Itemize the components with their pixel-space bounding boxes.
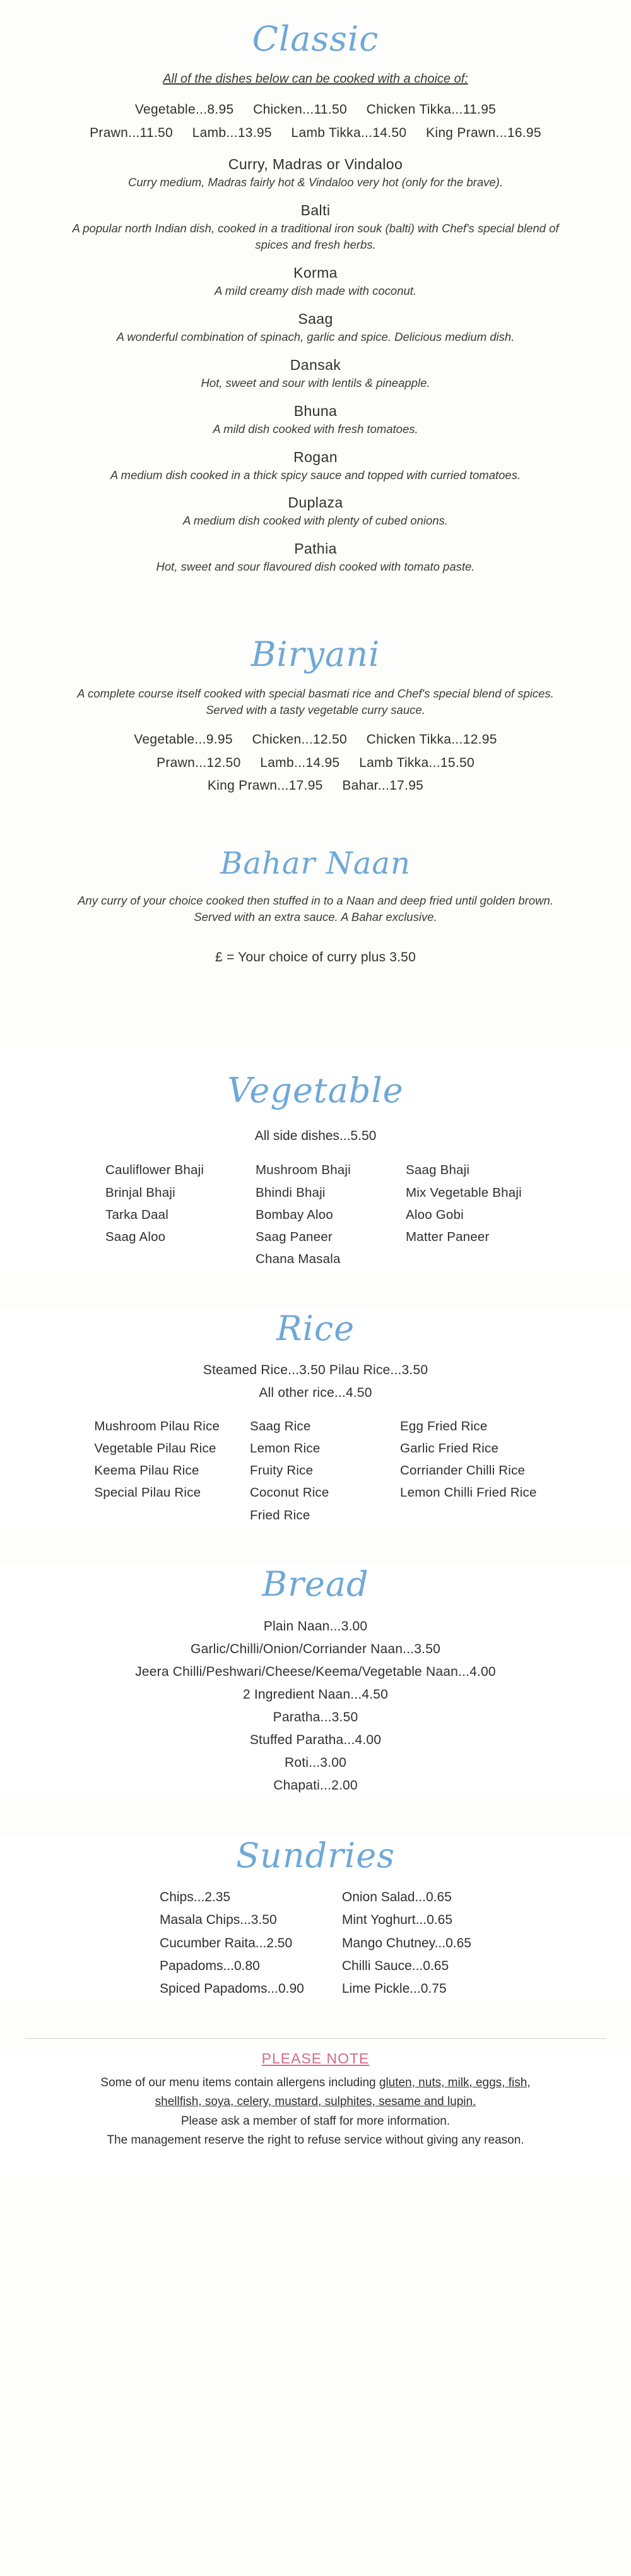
dish-description: Curry medium, Madras fairly hot & Vindaloo very hot (only for the brave). [128,175,503,189]
list-item: Saag Bhaji [406,1163,470,1178]
list-item: Keema Pilau Rice [94,1463,199,1478]
dish-name: Bhuna [293,402,338,419]
list-item: Chana Masala [256,1252,341,1267]
dish-description: Hot, sweet and sour with lentils & pineapple. [201,376,430,389]
dish-description: Hot, sweet and sour flavoured dish cooked with tomato paste. [156,560,475,574]
rice-column [94,1415,220,1526]
sundries-column [342,1886,471,2000]
section-sundries [0,1836,631,2000]
biryani-price-row: Prawn...12.50 Lamb...14.95 Lamb Tikka...15.50 [156,755,475,770]
list-item: Mushroom Bhaji [256,1163,351,1178]
dish-item [0,403,631,437]
classic-price-row: Prawn...11.50 Lamb...13.95 Lamb Tikka...14.50 King Prawn...16.95 [90,125,541,140]
list-item: Bhindi Bhaji [256,1185,326,1200]
section-title-sundries: Sundries [236,1835,395,1875]
dish-name: Duplaza [288,494,343,511]
dish-name: Balti [300,202,331,219]
list-item: Lime Pickle...0.75 [341,1981,447,1996]
rice-column [250,1415,370,1526]
dish-item [0,494,631,529]
vegetable-side-note: All side dishes...5.50 [254,1129,377,1144]
list-item: Cauliflower Bhaji [105,1163,204,1178]
list-item: Egg Fried Rice [400,1418,488,1433]
allergen-list-part-1: gluten, nuts, milk, eggs, fish, [379,2075,531,2089]
please-note-body [32,2074,599,2151]
list-item: Aloo Gobi [406,1207,464,1222]
bread-list [0,1615,631,1798]
list-item: Garlic Fried Rice [400,1440,499,1456]
dish-item [0,202,631,253]
list-item: Fried Rice [250,1507,310,1522]
classic-price-row: Vegetable...8.95 Chicken...11.50 Chicken Tikka...11.95 [134,102,497,117]
dish-name: Korma [293,264,338,281]
list-item: Fruity Rice [250,1463,314,1478]
dish-item [0,449,631,484]
list-item: Roti...3.00 [285,1755,346,1771]
list-item: Plain Naan...3.00 [263,1618,368,1634]
section-title-bahar-naan: Bahar Naan [220,846,411,882]
list-item: Onion Salad...0.65 [341,1890,452,1905]
allergen-intro: Some of our menu items contain allergens including [100,2075,379,2089]
section-title-vegetable: Vegetable [227,1070,404,1110]
section-rice [0,1309,631,1526]
list-item: Mushroom Pilau Rice [94,1418,220,1433]
please-note-heading: PLEASE NOTE [261,2050,370,2067]
management-line: The management reserve the right to refuse service without giving any reason. [107,2134,524,2147]
list-item: Special Pilau Rice [94,1485,201,1500]
rice-column [400,1415,537,1526]
sundries-column [160,1886,304,2000]
list-item: Mango Chutney...0.65 [341,1935,471,1950]
list-item: Saag Aloo [105,1230,166,1245]
bahar-naan-price: £ = Your choice of curry plus 3.50 [215,950,416,965]
section-biryani [0,634,631,798]
list-item: Chips...2.35 [160,1890,231,1905]
dish-description: A mild dish cooked with fresh tomatoes. [213,422,418,436]
dish-description: A mild creamy dish made with coconut. [214,283,417,297]
dish-item [0,156,631,191]
dish-description: A popular north Indian dish, cooked in a traditional iron souk (balti) with Chef's special blend of spices and fresh herbs. [72,222,559,252]
dish-description: A medium dish cooked in a thick spicy sauce and topped with curried tomatoes. [110,468,521,482]
classic-choice-note: All of the dishes below can be cooked with a choice of: [163,71,468,86]
section-please-note [0,2050,631,2176]
list-item: Saag Rice [250,1418,311,1433]
list-item: Papadoms...0.80 [160,1958,260,1973]
dish-item [0,540,631,575]
vegetable-columns [0,1159,631,1270]
list-item: Coconut Rice [250,1485,329,1500]
allergen-line-1 [32,2074,599,2092]
biryani-price-list [0,728,631,798]
classic-price-list [0,98,631,145]
list-item: Jeera Chilli/Peshwari/Cheese/Keema/Vegetable Naan...4.00 [135,1664,496,1679]
bahar-naan-description: Any curry of your choice cooked then stuffed in to a Naan and deep fried until golden brown. Served with an extra sauce. A Bahar exclusive. [78,893,553,923]
dish-item [0,264,631,299]
dish-name: Curry, Madras or Vindaloo [228,156,403,173]
rice-columns [0,1415,631,1526]
list-item: Chilli Sauce...0.65 [341,1958,449,1973]
sundries-columns [0,1886,631,2000]
list-item: Paratha...3.50 [273,1710,358,1725]
allergen-list-part-2: shellfish, soya, celery, mustard, sulphites, sesame and lupin. [155,2095,476,2109]
list-item: Tarka Daal [105,1207,168,1222]
list-item: Vegetable Pilau Rice [94,1440,216,1456]
rice-headline: Steamed Rice...3.50 Pilau Rice...3.50 [203,1363,428,1378]
list-item: Mix Vegetable Bhaji [406,1185,522,1200]
list-item: Corriander Chilli Rice [400,1463,526,1478]
section-title-biryani: Biryani [251,634,380,675]
list-item: Lemon Rice [250,1440,321,1456]
section-classic [0,0,631,575]
dish-description: A medium dish cooked with plenty of cubed onions. [183,514,448,528]
vegetable-column [406,1159,526,1270]
dish-name: Pathia [294,540,337,557]
list-item: Saag Paneer [256,1230,333,1245]
dish-name: Dansak [290,356,341,373]
list-item: Brinjal Bhaji [105,1185,175,1200]
staff-info-line: Please ask a member of staff for more information. [180,2114,451,2128]
list-item: 2 Ingredient Naan...4.50 [242,1687,389,1702]
section-title-rice: Rice [276,1308,355,1348]
list-item: Spiced Papadoms...0.90 [160,1981,304,1996]
section-bahar-naan [0,846,631,969]
list-item: Lemon Chilli Fried Rice [400,1485,537,1500]
dish-name: Saag [298,310,333,327]
list-item: Matter Paneer [406,1230,490,1245]
biryani-price-row: Vegetable...9.95 Chicken...12.50 Chicken Tikka...12.95 [134,732,497,747]
vegetable-column [105,1159,225,1270]
dish-name: Rogan [293,448,338,465]
list-item: Mint Yoghurt...0.65 [341,1913,453,1928]
section-vegetable [0,1045,631,1271]
rice-subhead: All other rice...4.50 [259,1386,372,1401]
list-item: Chapati...2.00 [273,1778,358,1793]
list-item: Garlic/Chilli/Onion/Corriander Naan...3.50 [191,1641,440,1656]
list-item: Masala Chips...3.50 [160,1913,277,1928]
list-item: Bombay Aloo [256,1207,333,1222]
dish-item [0,357,631,391]
biryani-description: A complete course itself cooked with special basmati rice and Chef's special blend of spices. Served with a tasty vegetable curry sauce. [77,687,554,716]
dish-description: A wonderful combination of spinach, garlic and spice. Delicious medium dish. [116,329,515,343]
biryani-price-row: King Prawn...17.95 Bahar...17.95 [207,778,424,793]
section-bread [0,1564,631,1798]
section-title-classic: Classic [252,19,379,59]
dish-item [0,311,631,345]
vegetable-column [256,1159,375,1270]
list-item: Cucumber Raita...2.50 [160,1935,293,1950]
section-title-bread: Bread [262,1564,369,1604]
divider [25,2038,606,2039]
list-item: Stuffed Paratha...4.00 [249,1733,382,1748]
